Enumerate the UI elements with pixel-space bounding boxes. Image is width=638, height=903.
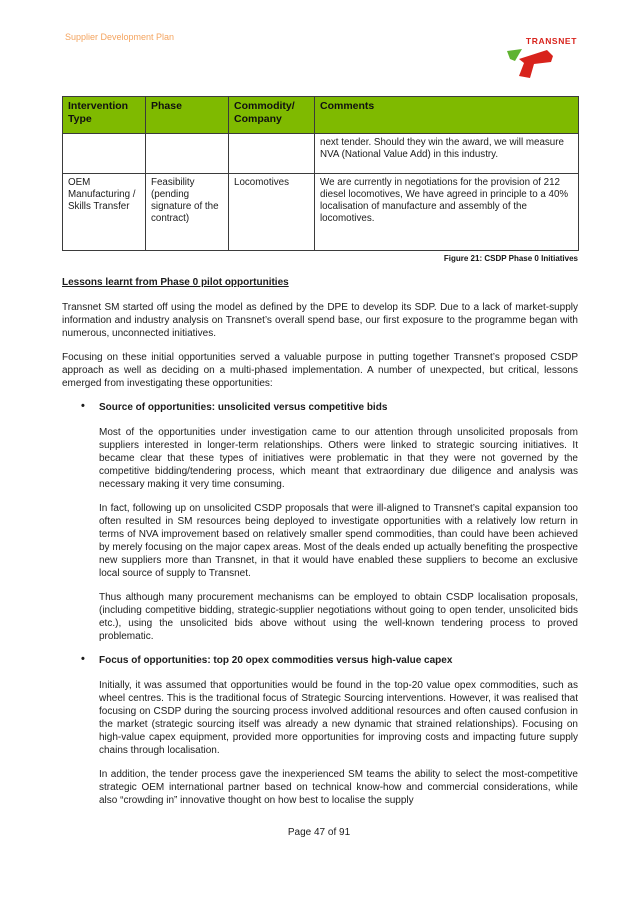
table-cell: next tender. Should they win the award, we will measure NVA (National Value Add) in this industry.: [315, 134, 579, 174]
col-header-commodity-company: Commodity/ Company: [229, 97, 315, 134]
col-header-intervention-type: Intervention Type: [63, 97, 146, 134]
paragraph: Transnet SM started off using the model as defined by the DPE to develop its SDP. Due to a lack of market-supply information and industry analysis on Transnet’s overall spend base, our first exposure to the programme began with numerous, unconnected initiatives.: [62, 302, 578, 339]
paragraph: Focusing on these initial opportunities served a valuable purpose in putting together Transnet’s proposed CSDP approach as well as deciding on a multi-phased implementation. A number of unexpected, but critical, lessons emerged from investigating these opportunities:: [62, 352, 578, 389]
table-cell: [146, 134, 229, 174]
col-header-comments: Comments: [315, 97, 579, 134]
transnet-flag-icon: [507, 49, 555, 79]
table-cell: [229, 134, 315, 174]
bullet-item-focus-of-opportunities: [62, 654, 578, 807]
table-row: [63, 134, 579, 174]
col-header-phase: Phase: [146, 97, 229, 134]
transnet-wordmark: TRANSNET: [525, 36, 577, 46]
table-cell: OEM Manufacturing / Skills Transfer: [63, 174, 146, 251]
table-cell: We are currently in negotiations for the provision of 212 diesel locomotives, We have agreed in principle to a 40% localisation of manufacture and assembly of the locomotives.: [315, 174, 579, 251]
table-cell: Feasibility (pending signature of the contract): [146, 174, 229, 251]
bullet-title: • Focus of opportunities: top 20 opex commodities versus high-value capex: [99, 655, 453, 666]
bullet-item-source-of-opportunities: [62, 401, 578, 643]
document-body: [62, 96, 578, 818]
csdp-initiatives-table: [62, 96, 579, 251]
transnet-logo: [505, 36, 577, 79]
bullet-title: • Source of opportunities: unsolicited versus competitive bids: [99, 402, 388, 413]
figure-caption: Figure 21: CSDP Phase 0 Initiatives: [443, 254, 578, 263]
table-cell: Locomotives: [229, 174, 315, 251]
section-heading: Lessons learnt from Phase 0 pilot opportunities: [62, 277, 289, 288]
paragraph: Most of the opportunities under investigation came to our attention through unsolicited proposals from suppliers interested in longer-term relationships. Others were linked to strategic sourcing initiatives. It became clear that these types of initiatives were problematic in that they were not governed by the competitive bidding/tendering process, which meant that extraordinary due diligence and analysis was necessary making it very time consuming.: [99, 427, 578, 490]
table-cell: [63, 134, 146, 174]
paragraph: In fact, following up on unsolicited CSDP proposals that were ill-aligned to Transnet’s capital expansion too often resulted in SM resources being deployed to investigate opportunities with a relatively low return in terms of NVA improvement based on relatively smaller spend commodities, than could have been achieved by merely focusing on the major capex areas. Most of the deals ended up actually benefiting the prospective new suppliers more than Transnet, in that it would have enabled these suppliers to become an exclusive local source of supply to Transnet.: [99, 503, 578, 579]
section-content: [62, 276, 578, 807]
paragraph: Initially, it was assumed that opportunities would be found in the top-20 value opex commodities, such as wheel centres. This is the traditional focus of Strategic Sourcing interventions. However, it was realised that focusing on CSDP during the sourcing process involved additional resources and often caused confusion in the market (strategic sourcing itself was already a new dynamic that strained relationships). Focusing on high-value capex equipment, provided more opportunities for improving costs and impacting future supply chains through localisation.: [99, 680, 578, 756]
table-header-row: [63, 97, 579, 134]
page-number: Page 47 of 91: [287, 827, 351, 838]
document-header-title: Supplier Development Plan: [65, 32, 175, 42]
paragraph: In addition, the tender process gave the inexperienced SM teams the ability to select the most-competitive strategic OEM international partner based on technical know-how and commercial considerations, while also “crowding in” innovative thought on how best to localise the supply: [99, 769, 578, 806]
table-row: [63, 174, 579, 251]
paragraph: Thus although many procurement mechanisms can be employed to obtain CSDP localisation proposals, (including competitive bidding, strategic-supplier negotiations without going to open tender, unsolicited bids etc.), using the unsolicited bids above without using the well-known tendering process to proved problematic.: [99, 592, 578, 642]
